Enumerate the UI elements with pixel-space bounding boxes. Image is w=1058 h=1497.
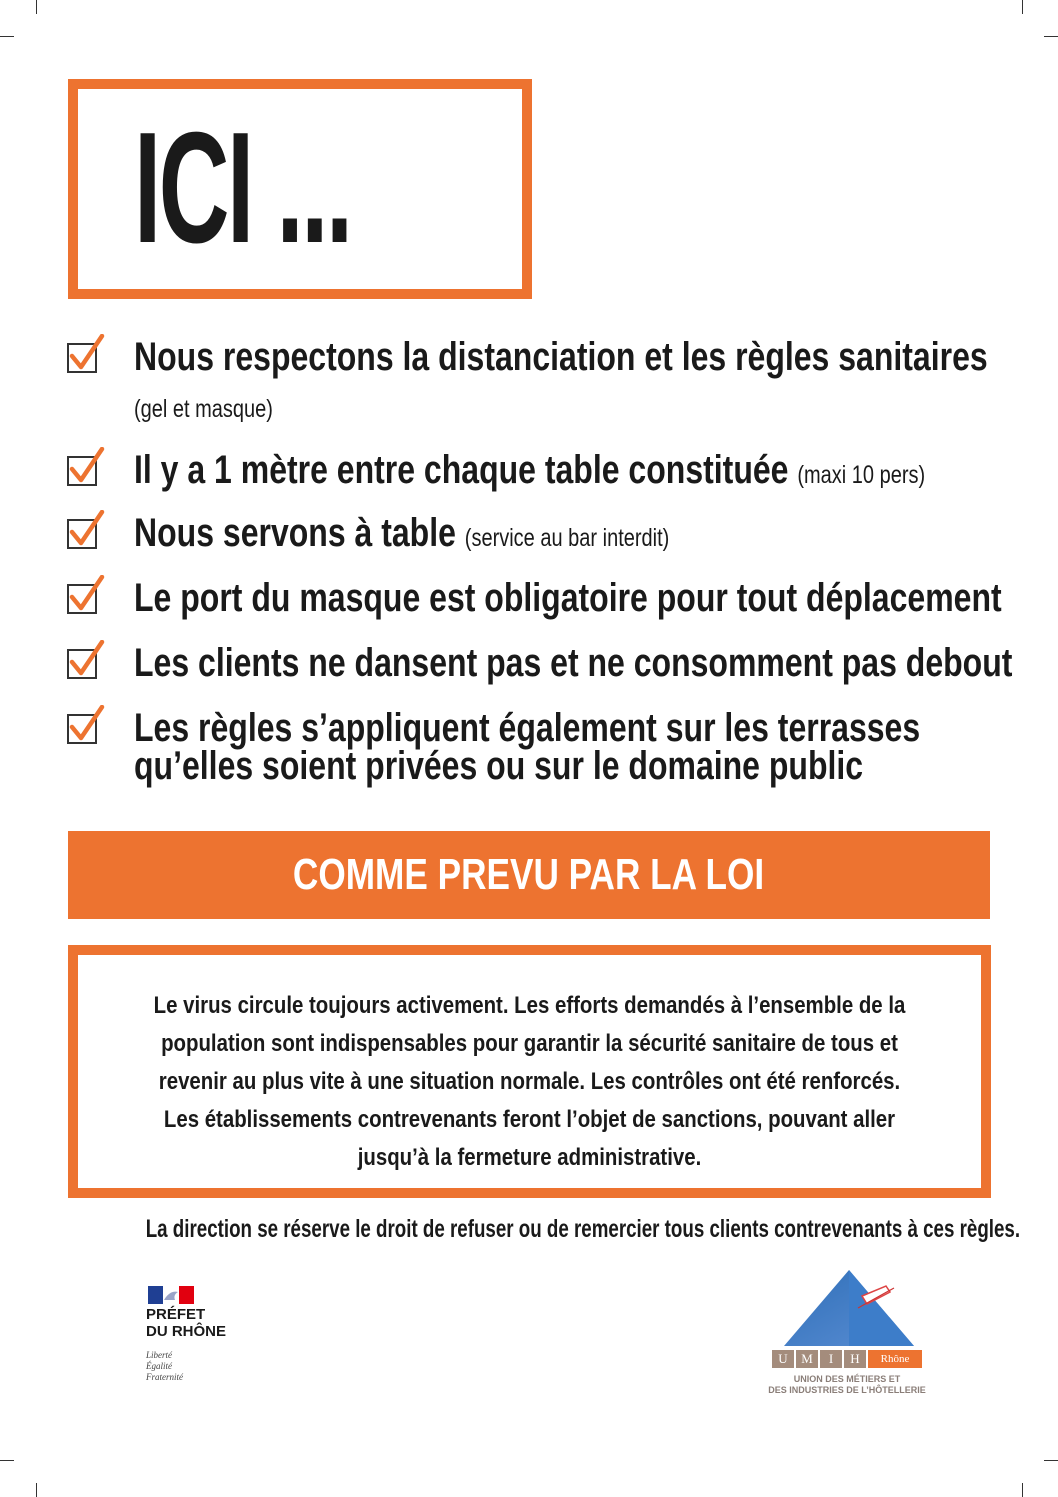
crop-mark bbox=[1022, 1483, 1023, 1497]
checklist-text bbox=[134, 510, 669, 561]
checklist-main-text: Les clients ne dansent pas et ne consomment pas debout bbox=[134, 641, 1013, 685]
crop-mark bbox=[1044, 36, 1058, 37]
checkbox-checked-icon bbox=[66, 575, 106, 615]
checklist-note: (maxi 10 pers) bbox=[797, 461, 926, 489]
crop-mark bbox=[1022, 0, 1023, 14]
checklist-text bbox=[134, 334, 988, 380]
disclaimer-text: La direction se réserve le droit de refuser ou de remercier tous clients contrevenants à ces règles. bbox=[145, 1215, 1021, 1243]
umih-letter: I bbox=[820, 1350, 842, 1368]
umih-letter: U bbox=[772, 1350, 794, 1368]
crop-mark bbox=[36, 0, 37, 14]
umih-region: Rhône bbox=[868, 1350, 922, 1368]
checklist-text bbox=[134, 640, 1012, 686]
prefet-logo bbox=[146, 1286, 286, 1426]
crop-mark bbox=[1044, 1460, 1058, 1461]
law-banner bbox=[68, 831, 990, 919]
umih-letter: M bbox=[796, 1350, 818, 1368]
checklist-main-text: Les règles s’appliquent également sur les terrasses bbox=[134, 706, 921, 750]
checkbox-checked-icon bbox=[66, 640, 106, 680]
crop-mark bbox=[0, 1460, 14, 1461]
crop-mark bbox=[36, 1483, 37, 1497]
notice-line: population sont indispensables pour garantir la sécurité sanitaire de tous et bbox=[161, 1030, 898, 1057]
notice-line: jusqu’à la fermeture administrative. bbox=[357, 1144, 702, 1171]
checkbox-checked-icon bbox=[66, 447, 106, 487]
checkbox-checked-icon bbox=[66, 334, 106, 374]
french-flag-icon bbox=[148, 1286, 194, 1304]
checklist-main-text: Nous servons à table bbox=[134, 511, 456, 555]
notice-text bbox=[112, 987, 948, 1177]
banner-text: COMME PREVU PAR LA LOI bbox=[293, 850, 765, 899]
prefet-motto: Liberté Égalité Fraternité bbox=[146, 1350, 183, 1382]
notice-box bbox=[68, 945, 991, 1198]
checklist-text bbox=[134, 575, 1002, 621]
checklist-second-line: qu’elles soient privées ou sur le domaine public bbox=[134, 744, 864, 788]
notice-line: Les établissements contrevenants feront l’objet de sanctions, pouvant aller bbox=[163, 1106, 896, 1133]
prefet-name: PRÉFET DU RHÔNE bbox=[146, 1306, 227, 1340]
umih-letters bbox=[772, 1350, 924, 1368]
checklist-second-line: (gel et masque) bbox=[134, 395, 273, 423]
checklist-main-text: Il y a 1 mètre entre chaque table constituée bbox=[134, 448, 789, 492]
umih-pyramid-icon bbox=[774, 1268, 924, 1348]
checkbox-checked-icon bbox=[66, 510, 106, 550]
checkbox-checked-icon bbox=[66, 705, 106, 745]
umih-caption: UNION DES MÉTIERS ET DES INDUSTRIES DE L’HÔTELLERIE bbox=[768, 1374, 926, 1395]
notice-line: revenir au plus vite à une situation normale. Les contrôles ont été renforcés. bbox=[158, 1068, 901, 1095]
crop-mark bbox=[0, 36, 14, 37]
checklist-main-text: Nous respectons la distanciation et les règles sanitaires bbox=[134, 335, 988, 379]
checklist-text bbox=[134, 447, 925, 498]
notice-line: Le virus circule toujours activement. Les efforts demandés à l’ensemble de la bbox=[153, 992, 906, 1019]
disclaimer bbox=[0, 1212, 1058, 1246]
title-box bbox=[68, 79, 532, 299]
checklist-note: (service au bar interdit) bbox=[464, 524, 670, 552]
umih-letter: H bbox=[844, 1350, 866, 1368]
checklist-main-text: Le port du masque est obligatoire pour tout déplacement bbox=[134, 576, 1002, 620]
page-title: ICI ... bbox=[134, 100, 351, 276]
umih-logo bbox=[752, 1268, 942, 1395]
